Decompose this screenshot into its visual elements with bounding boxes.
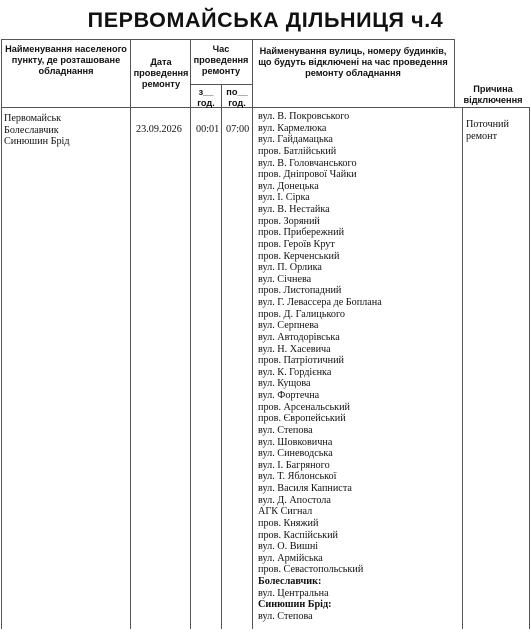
street-item: вул. Гайдамацька	[258, 134, 333, 146]
grid-line	[1, 107, 529, 108]
street-item: вул. Василя Капниста	[258, 483, 352, 494]
settlement-name: Синюшин Брід	[4, 136, 70, 148]
street-item: пров. Севастопольський	[258, 564, 364, 576]
settlement-name: Болеславчик	[4, 124, 59, 136]
street-item: вул. Армійська	[258, 552, 323, 564]
street-item: вул. К. Гордієнка	[258, 366, 332, 378]
street-item: пров. Зоряний	[258, 215, 320, 227]
street-item: вул. Донецька	[258, 180, 319, 192]
grid-line	[252, 39, 253, 629]
street-item: пров. Патріотичний	[258, 355, 345, 367]
settlement-subheading: Болеславчик:	[258, 576, 322, 587]
street-list	[258, 111, 382, 623]
time-to: 07:00	[226, 124, 250, 135]
street-item: вул. Н. Хасевича	[258, 343, 331, 355]
street-item: вул. Т. Яблонської	[258, 471, 337, 483]
time-from: 00:01	[196, 124, 220, 135]
street-item: пров. Арсенальський	[258, 401, 350, 413]
page-title: ПЕРВОМАЙСЬКА ДІЛЬНИЦЯ ч.4	[87, 8, 444, 32]
street-item: АГК Сигнал	[258, 506, 313, 518]
header-time-to: по__ год.	[226, 87, 248, 108]
grid-line	[529, 107, 530, 629]
grid-line	[1, 39, 2, 629]
street-item: вул. Кармелюка	[258, 122, 327, 134]
street-item: вул. Синеводська	[258, 448, 333, 460]
grid-line	[190, 39, 191, 629]
grid-line	[1, 39, 454, 40]
grid-line	[454, 39, 455, 107]
street-item: вул. П. Орлика	[258, 262, 322, 274]
street-item: вул. О. Вишні	[258, 541, 319, 553]
header-streets: Найменування вулиць, номеру будинків, що будуть відключені на час проведення ремонту обладнання	[258, 46, 448, 78]
street-item: вул. Фортечна	[258, 390, 320, 401]
street-item: вул. Шовковична	[258, 436, 333, 448]
header-reason: Причина відключення	[463, 84, 523, 105]
grid-line	[221, 84, 222, 629]
street-item: вул. Центральна	[258, 587, 329, 599]
street-item: вул. І. Сірка	[258, 192, 310, 204]
grid-line	[130, 39, 131, 629]
street-item: пров. Княжий	[258, 517, 319, 529]
header-time: Час проведення ремонту	[193, 44, 249, 76]
street-item: вул. Січнева	[258, 273, 312, 285]
grid-line	[462, 107, 463, 629]
street-item: вул. Д. Апостола	[258, 494, 331, 506]
settlement-name: Первомайськ	[4, 113, 62, 124]
street-item: пров. Дніпрової Чайки	[258, 169, 357, 181]
street-item: пров. Каспійський	[258, 529, 339, 541]
street-item: вул. Г. Левассера де Боплана	[258, 297, 382, 308]
settlement-subheading: Синюшин Брід:	[258, 599, 332, 611]
street-item: пров. Європейський	[258, 413, 346, 425]
street-item: пров. Листопадний	[258, 285, 342, 297]
street-item: пров. Д. Галицького	[258, 308, 346, 320]
street-item: пров. Прибережний	[258, 227, 345, 239]
outage-reason: Поточний ремонт	[466, 119, 509, 142]
street-item: вул. І. Багряного	[258, 459, 330, 471]
street-item: вул. В. Нестайка	[258, 204, 330, 215]
street-item: вул. Степова	[258, 424, 313, 436]
street-item: вул. Кущова	[258, 378, 311, 390]
street-item: пров. Батлійський	[258, 145, 337, 157]
repair-date: 23.09.2026	[136, 124, 182, 135]
street-item: пров. Керченський	[258, 250, 340, 262]
street-item: вул. В. Головчанського	[258, 157, 357, 169]
street-item: вул. Степова	[258, 610, 313, 622]
header-date: Дата проведення ремонту	[133, 57, 189, 89]
street-item: пров. Героїв Крут	[258, 238, 335, 250]
header-time-from: з__ год.	[197, 87, 215, 108]
street-item: вул. В. Покровського	[258, 111, 350, 122]
street-item: вул. Серпнева	[258, 320, 319, 332]
street-item: вул. Автодорівська	[258, 331, 340, 343]
header-settlement: Найменування населеного пункту, де розташоване обладнання	[5, 44, 127, 76]
